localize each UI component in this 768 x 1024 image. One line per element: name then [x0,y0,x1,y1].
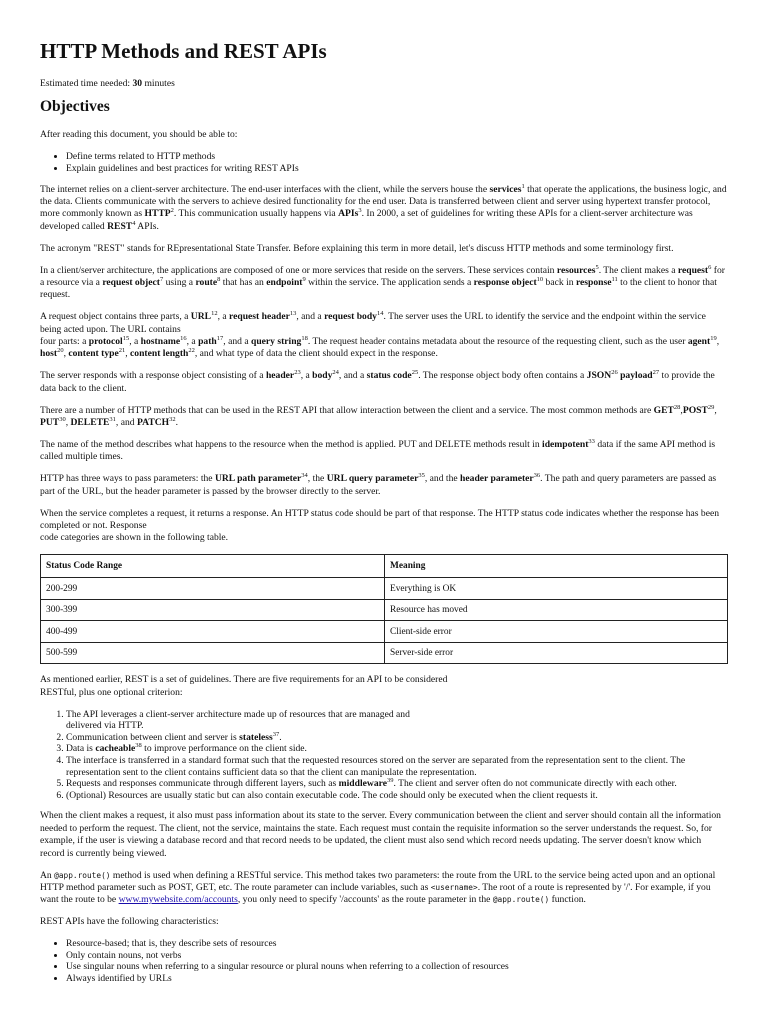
table-cell: 500-599 [41,642,385,664]
text: , and what type of data the client should expect in the response. [194,348,438,360]
text: , [65,417,71,429]
text: four parts: a [40,336,89,348]
text: , [125,348,131,360]
footnote-ref: 16 [180,334,187,342]
footnote-ref: 14 [376,310,384,318]
paragraph-methods [40,405,728,430]
footnote-ref: 4 [132,219,136,227]
footnote-ref: 36 [533,472,541,480]
text: , a [217,311,230,323]
footnote-ref: 3 [358,207,362,215]
text: , [716,336,720,348]
footnote-ref: 18 [301,334,308,342]
paragraph-idempotent [40,439,728,464]
text: back in [543,276,576,288]
text: Data is [66,743,96,755]
text: The server responds with a response object consisting of a [40,370,266,382]
estimated-label: Estimated time needed: [40,78,133,89]
table-cell: Everything is OK [385,578,728,600]
term-json: JSON [586,370,612,382]
objectives-intro: After reading this document, you should be able to: [40,129,238,141]
paragraph-status [40,508,728,545]
paragraph-parameters [40,473,728,498]
term-hostname: hostname [140,336,181,348]
footnote-ref: 26 [611,369,618,377]
estimated-unit: minutes [142,78,175,89]
term-idempotent: idempotent [542,439,589,450]
code-username: <username> [430,882,478,892]
table-row [41,621,728,643]
term-agent: agent [687,336,711,348]
footnote-ref: 38 [135,742,142,750]
text: RESTful, plus one optional criterion: [40,686,183,698]
term-content-type: content type [68,348,119,360]
term-http: HTTP [144,208,171,220]
text: . The server uses the URL to identify the service and the endpoint within the service being acted upon. The URL contains [40,311,706,335]
list-item: • Explain guidelines and best practices for writing REST APIs [66,163,728,175]
objectives-list [40,151,728,174]
term-response-object: response object [473,276,537,288]
footnote-ref: 5 [595,263,599,271]
term-endpoint: endpoint [266,276,303,288]
term-put: PUT [40,417,60,429]
footnote-ref: 25 [411,369,419,377]
term-header-parameter: header parameter [460,473,534,485]
footnote-ref: 6 [708,263,712,271]
text: Requests and responses communicate through different layers, such as [66,778,339,790]
term-post: POST [682,404,708,416]
text: , a [129,336,141,348]
text: for a resource via a [40,264,725,288]
text: data if the same API method is called multiple times. [40,439,716,463]
footnote-ref: 12 [211,310,218,318]
text: to the client to honor that request. [40,276,717,301]
footnote-ref: 37 [272,730,280,738]
text: that has an [220,276,267,288]
list-item [66,743,728,755]
text: An [40,869,55,881]
term-protocol: protocol [88,336,123,348]
text: using a [163,276,196,288]
term-path: path [198,336,217,348]
text: code categories are shown in the following table. [40,532,229,544]
footnote-ref: 31 [109,415,116,423]
footnote-ref: 29 [707,403,715,411]
footnote-ref: 39 [386,777,394,785]
list-item [66,778,728,790]
footnote-ref: 24 [332,369,339,377]
list-item [66,709,728,732]
paragraph-characteristics-intro: REST APIs have the following characteristics: [40,916,219,928]
objectives-heading: Objectives [40,98,110,116]
requirements-list [40,709,728,802]
term-services: services [489,183,522,195]
footnote-ref: 28 [673,403,681,411]
list-item: 4. The interface is transferred in a standard format such that the requested resources stored on the server are separated from the representation sent to the client. The representation sent to the client contains sufficient data so that the client can manipulate the representation. [66,755,728,778]
text: to provide the data back to the client. [40,370,715,394]
table-row [41,642,728,664]
list-item: • Use singular nouns when referring to a singular resource or plural nouns when referring to a collection of resources [66,961,728,973]
list-item: 6. (Optional) Resources are usually static but can also contain executable code. The code should only be executed when the client requests it. [66,790,728,802]
text: . [279,731,282,743]
text: function. [549,894,586,906]
paragraph-intro [40,184,728,234]
footnote-ref: 19 [710,334,717,342]
text: . The client makes a [598,264,678,276]
text: In a client/server architecture, the applications are composed of one or more services that reside on the servers. These services contain [40,264,557,276]
term-host: host [40,348,58,360]
text: . The request header contains metadata about the resource of the requesting client, such as the user [307,336,688,348]
text: The API leverages a client-server architecture made up of resources that are managed and [66,708,410,720]
text: . The client and server often do not communicate directly with each other. [393,778,677,790]
code-app-route: @app.route() [492,895,550,905]
text: APIs. [135,220,159,232]
table-row [41,599,728,621]
text: . The root of a route is represented by '/'. For example, if you want the route to be [40,881,711,906]
table-cell: Client-side error [385,621,728,643]
list-item: • Resource-based; that is, they describe sets of resources [66,938,728,950]
table-header-row [41,555,728,578]
text: , [63,348,69,360]
term-middleware: middleware [338,778,387,790]
footnote-ref: 8 [217,275,221,283]
paragraph-response-object [40,370,728,395]
footnote-ref: 20 [57,347,64,355]
term-request-object: request object [102,276,160,288]
text: . This communication usually happens via [173,208,339,220]
term-resources: resources [556,264,596,276]
paragraph-architecture [40,265,728,302]
text: There are a number of HTTP methods that can be used in the REST API that allow interaction between the client and a service. The most common methods are [40,404,654,416]
text: , and [115,417,137,429]
term-query-string: query string [250,336,302,348]
text: , and a [223,336,251,348]
text: . In 2000, a set of guidelines for writing these APIs for a client-server architecture was developed called [40,208,693,232]
term-rest: REST [107,220,133,232]
paragraph-client-state: When the client makes a request, it also must pass information about its state to the server. Every communication between the client and server should contain all the information needed to perform the request. The client, not the service, maintains the state. Each request must contain the requisite information so the server understands the request. So, for example, if the user is viewing a database record and that record needs to be updated, the client must also send which record needs updating. The server doesn't know which record is currently being viewed. [40,810,721,859]
text: The name of the method describes what happens to the resource when the method is applied. PUT and DELETE methods result in [40,439,543,450]
footnote-ref: 22 [188,347,195,355]
term-url-query-parameter: URL query parameter [326,473,419,485]
table-cell: Server-side error [385,642,728,664]
text: , the [307,473,327,485]
term-route: route [195,276,218,288]
text: HTTP has three ways to pass parameters: the [40,473,215,485]
text: within the service. The application sends a [305,276,474,288]
table-cell: 300-399 [41,599,385,621]
estimated-time [40,78,728,90]
term-body: body [312,370,333,382]
table-row [41,578,728,600]
text: When the service completes a request, it returns a response. An HTTP status code should be part of that response. The HTTP status code indicates whether the response has been completed or not. Response [40,507,720,532]
footnote-ref: 1 [521,182,525,190]
list-item: • Always identified by URLs [66,973,728,985]
footnote-ref: 7 [159,275,164,283]
text: , you only need to specify '/accounts' as the route parameter in the [237,894,493,906]
footnote-ref: 27 [652,369,660,377]
term-stateless: stateless [239,731,273,743]
text: , and a [296,311,325,323]
footnote-ref: 32 [169,415,176,423]
text: that operate the applications, the business logic, and the data. Clients communicate with the servers to achieve desired functionality for the end user. Data is transferred between client and server using hypertext transfer protocol, more commonly known as [40,183,727,220]
text: The internet relies on a client-server architecture. The end-user interfaces with the client, while the servers house the [40,183,490,195]
footnote-ref: 21 [118,347,126,355]
term-url-path-parameter: URL path parameter [214,473,302,485]
text: Communication between client and server is [66,731,240,743]
term-request: request [677,264,709,276]
term-cacheable: cacheable [95,743,136,755]
paragraph-request-object [40,311,728,361]
status-code-table [40,554,728,664]
term-apis: APIs [338,208,359,220]
text: As mentioned earlier, REST is a set of guidelines. There are five requirements for an API to be considered [40,674,448,686]
table-cell: Resource has moved [385,599,728,621]
footnote-ref: 15 [122,334,130,342]
table-cell: 400-499 [41,621,385,643]
term-request-body: request body [324,311,377,323]
term-patch: PATCH [136,417,170,429]
term-payload: payload [620,370,653,382]
paragraph-rest-intro [40,674,728,699]
estimated-value: 30 [132,78,143,89]
footnote-ref: 33 [588,437,595,445]
footnote-ref: 13 [289,310,297,318]
characteristics-list [40,938,728,984]
text: , [714,404,717,416]
term-response: response [575,276,612,288]
footnote-ref: 2 [170,207,174,215]
website-link[interactable]: www.mywebsite.com/accounts [118,894,238,906]
footnote-ref: 35 [418,472,425,480]
footnote-ref: 30 [59,415,66,423]
text: method is used when defining a RESTful service. This method takes two parameters: the route from the URL to the service being acted upon and an optional HTTP method parameter such as POST, GET, etc. The route parameter can include variables, such as [40,869,716,893]
footnote-ref: 11 [611,275,618,283]
column-header-range: Status Code Range [41,555,385,578]
list-item [66,732,728,744]
paragraph-acronym: The acronym "REST" stands for REpresentational State Transfer. Before explaining this term in more detail, let's discuss HTTP methods and some terminology first. [40,242,674,254]
page-title: HTTP Methods and REST APIs [40,39,327,63]
paragraph-route [40,870,728,907]
term-request-header: request header [229,311,290,323]
text: . The response object body often contains a [418,370,587,382]
list-item: • Only contain nouns, not verbs [66,950,728,962]
column-header-meaning: Meaning [385,555,728,578]
term-delete: DELETE [70,417,110,429]
footnote-ref: 23 [294,369,301,377]
text: , a [186,336,199,348]
text: , a [300,370,313,382]
term-status-code: status code [366,370,412,382]
text: . The path and query parameters are passed as part of the URL, but the header parameter is passed by the browser directly to the server. [40,473,717,497]
code-app-route: @app.route() [54,870,111,880]
text: to improve performance on the client side. [141,743,307,755]
footnote-ref: 9 [302,275,306,283]
text: . [175,417,179,429]
footnote-ref: 17 [216,334,224,342]
list-item: • Define terms related to HTTP methods [66,151,728,163]
text: , [680,404,683,416]
text: , and the [424,473,461,485]
footnote-ref: 34 [301,472,308,480]
term-content-length: content length [130,348,189,360]
footnote-ref: 10 [536,275,544,283]
text: delivered via HTTP. [66,720,144,732]
table-cell: 200-299 [41,578,385,600]
term-url: URL [190,311,212,323]
term-get: GET [653,404,674,416]
text: , and a [338,370,367,382]
term-header: header [265,370,295,382]
text: A request object contains three parts, a [40,311,191,323]
